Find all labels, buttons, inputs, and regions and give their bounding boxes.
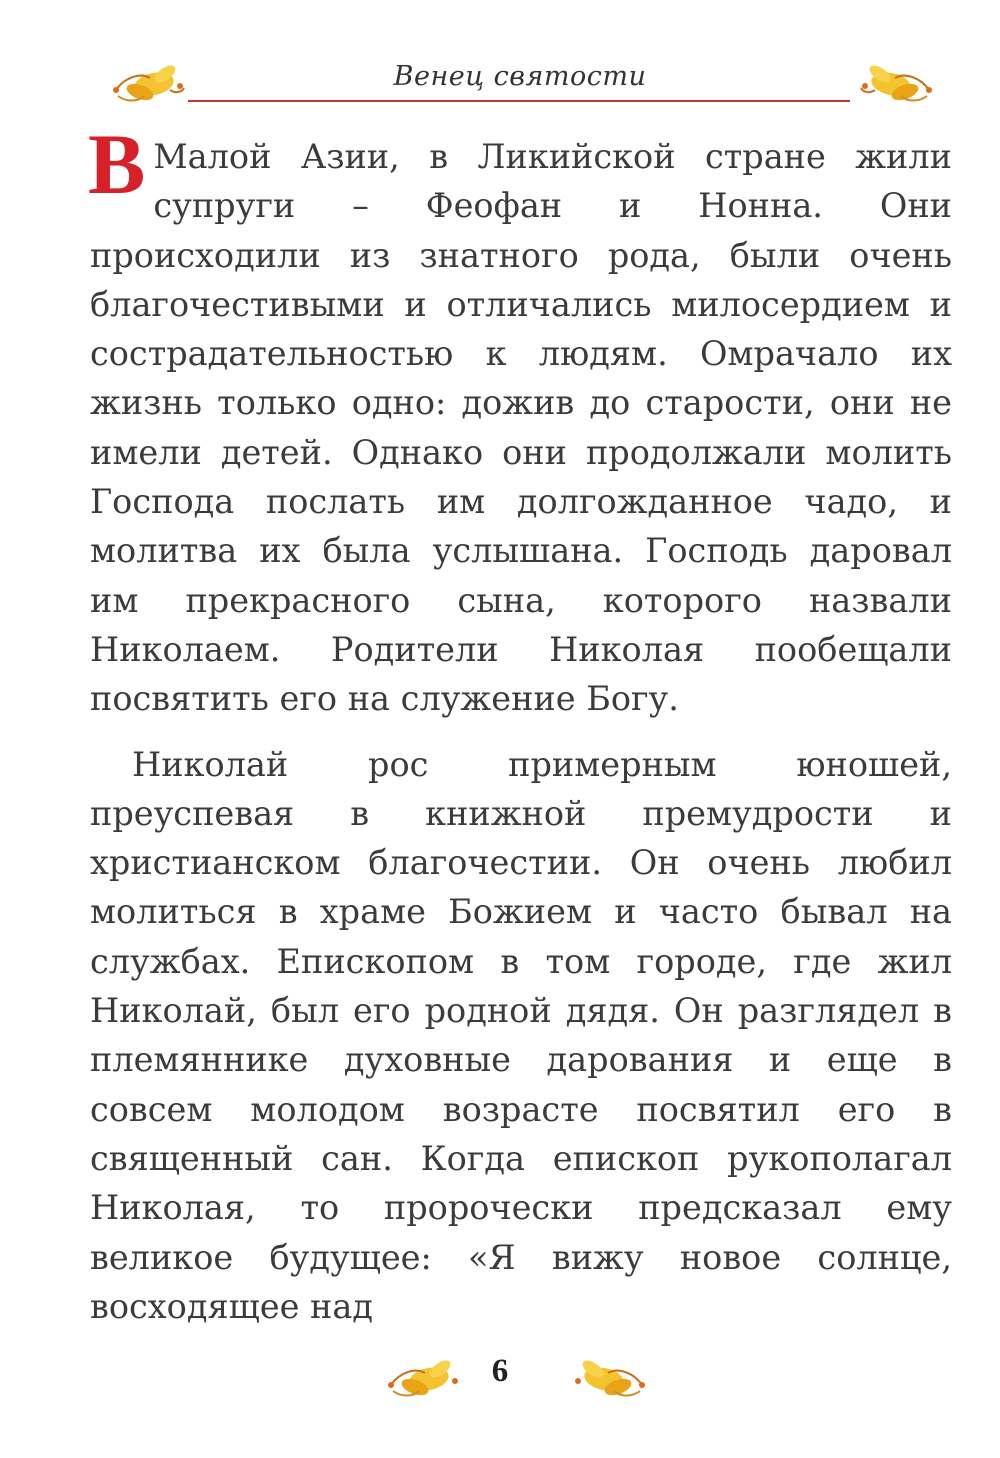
floral-scroll-icon: [855, 60, 935, 108]
paragraph-2: Николай рос примерным юношей, преуспевая в книжной премудрости и христианском благочестии. Он очень любил молиться в храме Божием и часто бывал на службах. Епископом в том городе, где жил Николай, был его родной дядя. Он разглядел в племяннике духовные дарования и еще в совсем молодом возрасте посвятил его в священный сан. Когда епископ рукополагал Николая, то пророчески предсказал ему великое будущее: «Я вижу новое солнце, восходящее над: [90, 744, 952, 1326]
paragraph-1: [88, 116, 952, 724]
body-text: [88, 116, 952, 1331]
paragraph-1-text: Малой Азии, в Ликийской стране жили супруги – Феофан и Нонна. Они происходили из знатного рода, были очень благочестивыми и отличались милосердием и сострадательностью к людям. Омрачало их жизнь только одно: дожив до старости, они не имели детей. Однако они продолжали молить Господа послать им долгожданное чадо, и молитва их была услышана. Господь даровал им прекрасного сына, которого назвали Николаем. Родители Николая пообещали посвятить его на служение Богу.: [90, 137, 952, 719]
page-number: 6: [491, 1353, 509, 1389]
floral-scroll-icon: [110, 60, 190, 108]
floral-scroll-icon: [568, 1355, 648, 1403]
drop-cap: В: [88, 116, 146, 212]
running-title: Венец святости: [393, 61, 647, 92]
header-rule: [188, 100, 850, 102]
